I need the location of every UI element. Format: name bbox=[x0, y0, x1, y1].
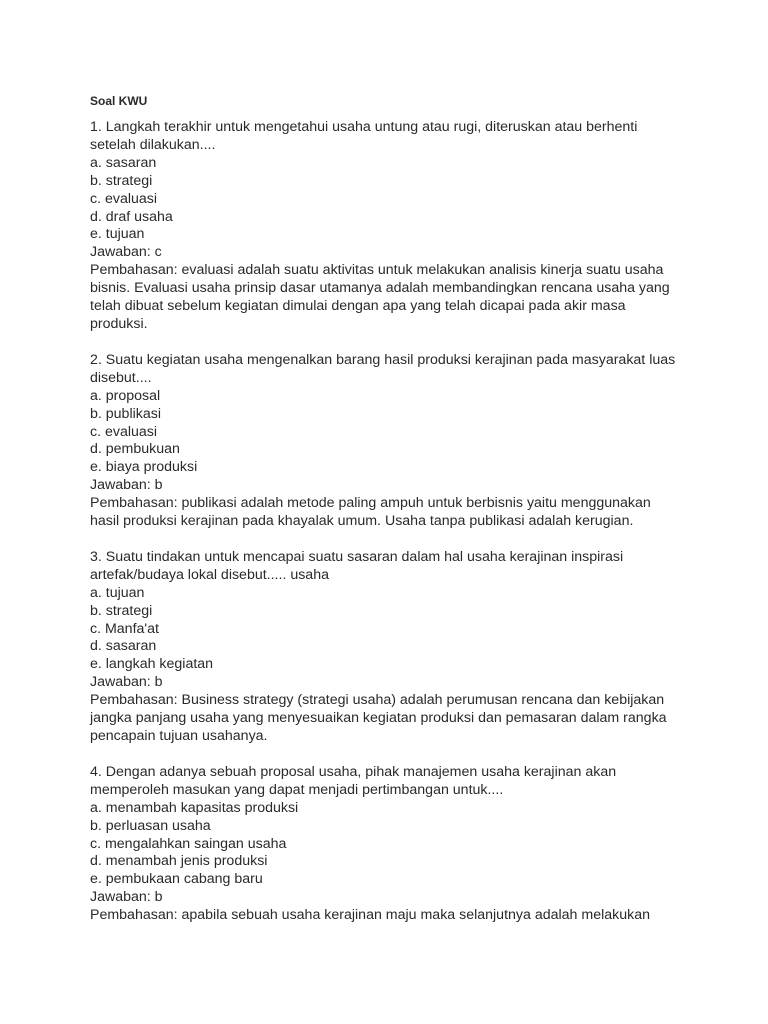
explanation-line: pencapain tujuan usahanya. bbox=[90, 728, 268, 744]
answer-option: a. menambah kapasitas produksi bbox=[90, 799, 299, 816]
explanation-line: Pembahasan: apabila sebuah usaha kerajinan maju maka selanjutnya adalah melakukan bbox=[90, 907, 650, 924]
question-stem: 4. Dengan adanya sebuah proposal usaha, pihak manajemen usaha kerajinan akan bbox=[90, 763, 617, 780]
answer-key: Jawaban: b bbox=[90, 674, 163, 691]
explanation-line: Pembahasan: evaluasi adalah suatu aktivitas untuk melakukan analisis kinerja suatu usaha bbox=[90, 262, 664, 279]
answer-option: d. menambah jenis produksi bbox=[90, 853, 268, 870]
explanation-line: bisnis. Evaluasi usaha prinsip dasar utamanya adalah membandingkan rencana usaha yang bbox=[90, 280, 670, 297]
question-3 bbox=[90, 549, 690, 746]
answer-option: b. perluasan usaha bbox=[90, 817, 211, 834]
answer-option: a. proposal bbox=[90, 387, 161, 404]
answer-option: e. langkah kegiatan bbox=[90, 656, 214, 673]
explanation-line: telah dibuat sebelum kegiatan dimulai dengan apa yang telah dicapai pada akir masa bbox=[90, 298, 626, 315]
answer-option: e. biaya produksi bbox=[90, 459, 198, 476]
answer-key: Jawaban: b bbox=[90, 477, 163, 494]
answer-option: d. sasaran bbox=[90, 638, 157, 655]
question-stem: disebut.... bbox=[90, 369, 152, 386]
answer-option: d. pembukuan bbox=[90, 441, 180, 458]
question-stem: 1. Langkah terakhir untuk mengetahui usaha untung atau rugi, diteruskan atau berhenti bbox=[90, 119, 638, 135]
question-stem: memperoleh masukan yang dapat menjadi pertimbangan untuk.... bbox=[90, 781, 504, 798]
answer-option: a. sasaran bbox=[90, 154, 157, 171]
answer-key: Jawaban: b bbox=[90, 889, 163, 906]
answer-option: a. tujuan bbox=[90, 584, 145, 601]
question-stem: artefak/budaya lokal disebut..... usaha bbox=[90, 566, 329, 583]
answer-option: c. mengalahkan saingan usaha bbox=[90, 835, 287, 852]
question-1 bbox=[90, 119, 690, 334]
explanation-line: hasil produksi kerajinan pada khayalak umum. Usaha tanpa publikasi adalah kerugian. bbox=[90, 513, 634, 530]
explanation-line: Pembahasan: publikasi adalah metode paling ampuh untuk berbisnis yaitu menggunakan bbox=[90, 495, 651, 512]
question-stem: setelah dilakukan.... bbox=[90, 136, 216, 153]
answer-key: Jawaban: c bbox=[90, 244, 162, 261]
explanation-line: Pembahasan: Business strategy (strategi usaha) adalah perumusan rencana dan kebijakan bbox=[90, 692, 665, 709]
answer-option: c. evaluasi bbox=[90, 190, 158, 207]
question-4 bbox=[90, 764, 690, 925]
answer-option: b. publikasi bbox=[90, 405, 161, 422]
document-title: Soal KWU bbox=[90, 94, 148, 108]
answer-option: e. pembukaan cabang baru bbox=[90, 871, 263, 888]
answer-option: e. tujuan bbox=[90, 226, 145, 243]
answer-option: d. draf usaha bbox=[90, 208, 173, 225]
answer-option: c. evaluasi bbox=[90, 423, 158, 440]
answer-option: b. strategi bbox=[90, 602, 153, 619]
explanation-line: produksi. bbox=[90, 315, 148, 332]
answer-option: c. Manfa'at bbox=[90, 620, 159, 637]
explanation-line: jangka panjang usaha yang menyesuaikan kegiatan produksi dan pemasaran dalam rangka bbox=[90, 710, 667, 727]
question-stem: 2. Suatu kegiatan usaha mengenalkan barang hasil produksi kerajinan pada masyarakat luas bbox=[90, 351, 676, 368]
document-page bbox=[90, 93, 690, 943]
question-stem: 3. Suatu tindakan untuk mencapai suatu sasaran dalam hal usaha kerajinan inspirasi bbox=[90, 548, 624, 565]
question-2 bbox=[90, 352, 690, 531]
answer-option: b. strategi bbox=[90, 172, 153, 189]
